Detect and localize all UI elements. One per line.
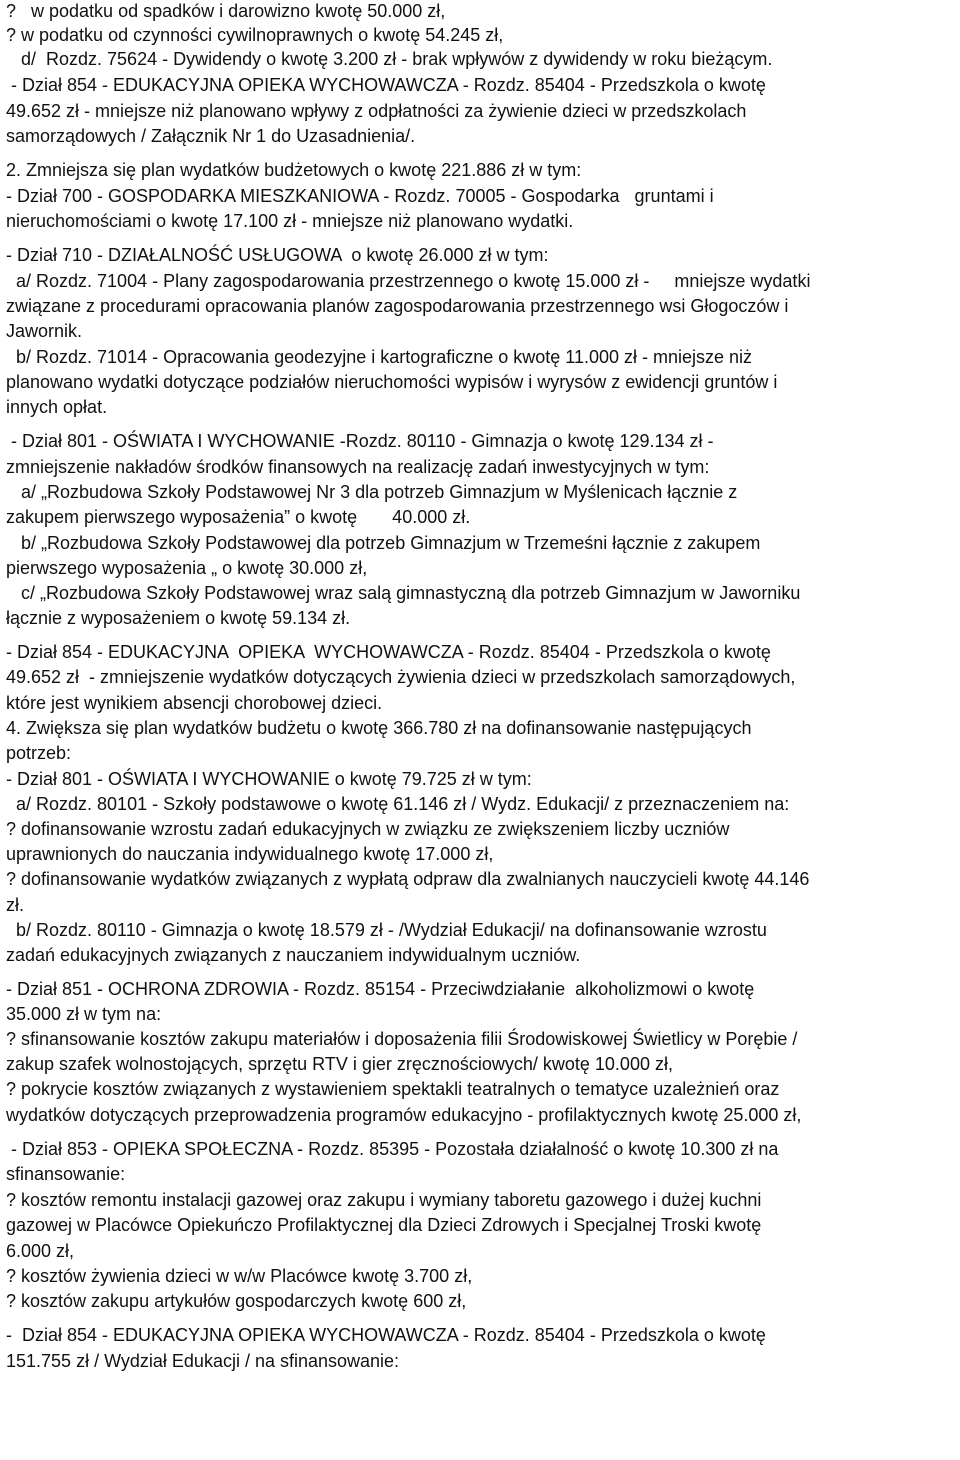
text-line: związane z procedurami opracowania planów zagospodarowania przestrzennego wsi Głogoczów i [6,296,789,316]
text-line: - Dział 801 - OŚWIATA I WYCHOWANIE -Rozdz. 80110 - Gimnazja o kwotę 129.134 zł - [6,431,714,451]
text-line: b/ „Rozbudowa Szkoły Podstawowej dla potrzeb Gimnazjum w Trzemeśni łącznie z zakupem [6,533,761,553]
text-line: planowano wydatki dotyczące podziałów nieruchomości wypisów i wyrysów z ewidencji gruntów i [6,372,778,392]
text-line: zadań edukacyjnych związanych z nauczaniem indywidualnym uczniów. [6,945,581,965]
text-line: ? w podatku od czynności cywilnoprawnych o kwotę 54.245 zł, [6,25,504,45]
text-line: gazowej w Placówce Opiekuńczo Profilaktycznej dla Dzieci Zdrowych i Specjalnej Troski kwotę [6,1215,762,1235]
text-line: 49.652 zł - mniejsze niż planowano wpływy z odpłatności za żywienie dzieci w przedszkolach [6,101,747,121]
text-line: b/ Rozdz. 71014 - Opracowania geodezyjne i kartograficzne o kwotę 11.000 zł - mniejsze niż [6,347,753,367]
text-line: a/ Rozdz. 71004 - Plany zagospodarowania przestrzennego o kwotę 15.000 zł - mniejsze wydatki [6,271,811,291]
text-line: nieruchomościami o kwotę 17.100 zł - mniejsze niż planowano wydatki. [6,211,574,231]
text-line: 151.755 zł / Wydział Edukacji / na sfinansowanie: [6,1351,400,1371]
text-line: samorządowych / Załącznik Nr 1 do Uzasadnienia/. [6,126,416,146]
text-line: 35.000 zł w tym na: [6,1004,162,1024]
text-line: c/ „Rozbudowa Szkoły Podstawowej wraz salą gimnastyczną dla potrzeb Gimnazjum w Jaworniku [6,583,801,603]
text-line: - Dział 854 - EDUKACYJNA OPIEKA WYCHOWAWCZA - Rozdz. 85404 - Przedszkola o kwotę [6,75,766,95]
text-line: ? kosztów zakupu artykułów gospodarczych kwotę 600 zł, [6,1291,467,1311]
text-line: 49.652 zł - zmniejszenie wydatków dotyczących żywienia dzieci w przedszkolach samorządowych, [6,667,796,687]
text-line: - Dział 854 - EDUKACYJNA OPIEKA WYCHOWAWCZA - Rozdz. 85404 - Przedszkola o kwotę [6,642,771,662]
text-line: potrzeb: [6,743,72,763]
text-line: pierwszego wyposażenia „ o kwotę 30.000 zł, [6,558,368,578]
text-line: - Dział 710 - DZIAŁALNOŚĆ USŁUGOWA o kwotę 26.000 zł w tym: [6,245,549,265]
text-line: a/ „Rozbudowa Szkoły Podstawowej Nr 3 dla potrzeb Gimnazjum w Myślenicach łącznie z [6,482,738,502]
text-line: 4. Zwiększa się plan wydatków budżetu o kwotę 366.780 zł na dofinansowanie następujących [6,718,752,738]
text-line: a/ Rozdz. 80101 - Szkoły podstawowe o kwotę 61.146 zł / Wydz. Edukacji/ z przeznaczeniem na: [6,794,790,814]
text-line: ? pokrycie kosztów związanych z wystawieniem spektakli teatralnych o tematyce uzależnień oraz [6,1079,780,1099]
text-line: ? kosztów żywienia dzieci w w/w Placówce kwotę 3.700 zł, [6,1266,473,1286]
text-line: uprawnionych do nauczania indywidualnego kwotę 17.000 zł, [6,844,494,864]
text-line: zakup szafek wolnostojących, sprzętu RTV i gier zręcznościowych/ kwotę 10.000 zł, [6,1054,673,1074]
text-line: zł. [6,895,24,915]
text-line: które jest wynikiem absencji chorobowej dzieci. [6,693,383,713]
text-line: ? dofinansowanie wydatków związanych z wypłatą odpraw dla zwalnianych nauczycieli kwotę 44.146 [6,869,810,889]
text-line: d/ Rozdz. 75624 - Dywidendy o kwotę 3.200 zł - brak wpływów z dywidendy w roku bieżącym. [6,49,773,69]
text-line: b/ Rozdz. 80110 - Gimnazja o kwotę 18.579 zł - /Wydział Edukacji/ na dofinansowanie wzrostu [6,920,767,940]
text-line: 6.000 zł, [6,1241,75,1261]
text-line: zmniejszenie nakładów środków finansowych na realizację zadań inwestycyjnych w tym: [6,457,710,477]
text-line: - Dział 853 - OPIEKA SPOŁECZNA - Rozdz. 85395 - Pozostała działalność o kwotę 10.300 zł na [6,1139,779,1159]
text-line: ? w podatku od spadków i darowizno kwotę 50.000 zł, [6,1,446,21]
text-line: Jawornik. [6,321,83,341]
text-line: ? dofinansowanie wzrostu zadań edukacyjnych w związku ze zwiększeniem liczby uczniów [6,819,730,839]
text-line: - Dział 854 - EDUKACYJNA OPIEKA WYCHOWAWCZA - Rozdz. 85404 - Przedszkola o kwotę [6,1325,766,1345]
text-line: sfinansowanie: [6,1164,126,1184]
text-line: innych opłat. [6,397,108,417]
text-line: wydatków dotyczących przeprowadzenia programów edukacyjno - profilaktycznych kwotę 25.000 zł, [6,1105,802,1125]
text-line: ? kosztów remontu instalacji gazowej oraz zakupu i wymiany taboretu gazowego i dużej kuchni [6,1190,762,1210]
text-line: zakupem pierwszego wyposażenia” o kwotę 40.000 zł. [6,507,471,527]
text-line: ? sfinansowanie kosztów zakupu materiałów i doposażenia filii Środowiskowej Świetlicy w Porębie / [6,1029,798,1049]
text-line: - Dział 801 - OŚWIATA I WYCHOWANIE o kwotę 79.725 zł w tym: [6,769,532,789]
text-line: - Dział 700 - GOSPODARKA MIESZKANIOWA - Rozdz. 70005 - Gospodarka gruntami i [6,186,714,206]
text-line: łącznie z wyposażeniem o kwotę 59.134 zł. [6,608,351,628]
text-line: 2. Zmniejsza się plan wydatków budżetowych o kwotę 221.886 zł w tym: [6,160,582,180]
text-line: - Dział 851 - OCHRONA ZDROWIA - Rozdz. 85154 - Przeciwdziałanie alkoholizmowi o kwotę [6,979,755,999]
